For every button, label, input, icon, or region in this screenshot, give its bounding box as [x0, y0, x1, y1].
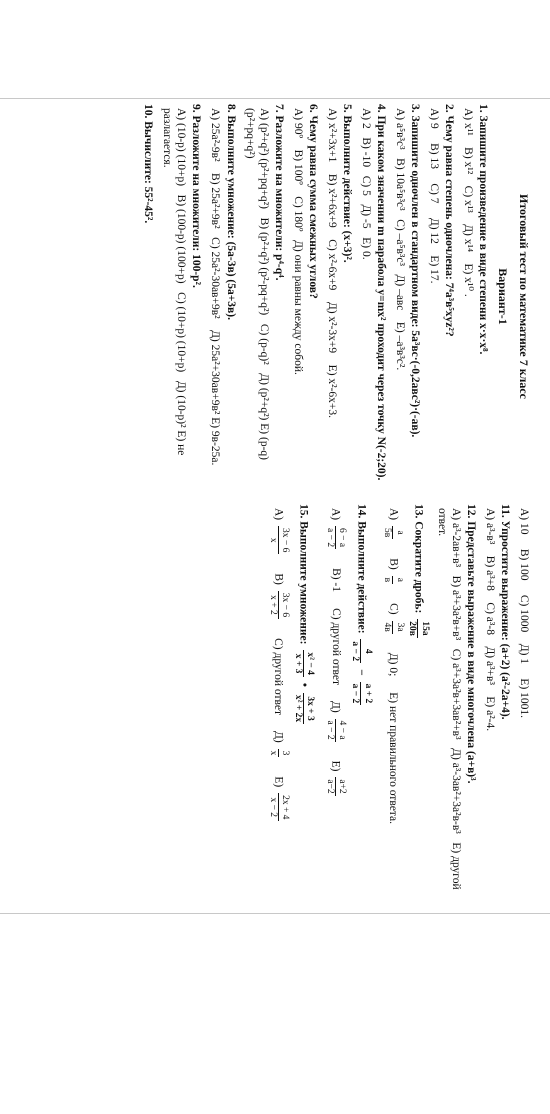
answer-option: [381, 558, 405, 587]
fraction-denominator: a − 2: [324, 528, 335, 548]
option-label: Е): [272, 776, 285, 788]
task-15-expression: [292, 647, 316, 727]
answer-option: [266, 776, 290, 824]
task-14-options: [323, 504, 347, 904]
fraction: [381, 576, 405, 585]
fraction-denominator: a−2: [324, 779, 335, 794]
fraction-denominator: a − 2: [350, 683, 361, 704]
answer-option: [271, 638, 285, 715]
task-7-options: А) (р²+q²) (р²+pq+q²) В) (р²+q²) (р²-pq+q²) С) (р-q)² Д) (р²+q²) Е) (р-q)(р²+pq+q²): [243, 108, 270, 460]
fraction: [266, 526, 290, 554]
option-label: Е): [329, 760, 342, 772]
option-label: С): [387, 603, 400, 615]
answer-option: [381, 603, 405, 637]
fraction: [291, 650, 315, 677]
fraction-numerator: 3x − 6: [278, 526, 291, 554]
task-10-question: 10. Вычислите: 55²-45².: [142, 104, 155, 224]
task-12-options: А) а³-2ав+в³ В) а³+3а²в+в³ С) а³+3а²в+3ав²+в³ Д) а³-3ав²+3а²в-в³ Е) другой ответ.: [435, 508, 462, 893]
answer-option: [266, 508, 290, 557]
fraction-denominator: 5в: [382, 528, 393, 538]
fraction: [348, 682, 372, 706]
right-column: [258, 504, 531, 904]
fraction-numerator: x² − 4: [303, 650, 316, 677]
option-label: В): [387, 558, 400, 570]
operator-sign: −: [354, 669, 367, 676]
fraction-numerator: 4 − a: [335, 719, 348, 742]
task-13-options: [381, 504, 405, 904]
fraction-numerator: a: [392, 526, 405, 539]
option-text: другой ответ: [272, 652, 285, 716]
fraction: [323, 777, 347, 795]
fraction: [291, 693, 315, 724]
answer-option: [323, 508, 347, 552]
option-text: -1: [329, 582, 342, 593]
fraction-denominator: x − 2: [267, 797, 278, 818]
answer-option: [381, 508, 405, 542]
fraction-denominator: x: [267, 537, 278, 543]
fraction-denominator: a − 2: [324, 720, 335, 740]
task-15-question: [291, 504, 315, 904]
option-text: другой ответ: [329, 622, 342, 685]
fraction-numerator: a: [392, 576, 405, 585]
task-list: [141, 104, 489, 489]
task-5-options: А) х²+3х+1 В) х²+6х+9 С) х²-6х+9 Д) х²-3х+9 Е) х²-6х+3.: [325, 108, 338, 419]
fraction: [381, 526, 405, 539]
fraction-denominator: x + 3: [292, 653, 303, 674]
task-13-fraction: [406, 619, 430, 638]
task-15-text: 15. Выполните умножение:: [297, 504, 310, 645]
task-12-question: 12. Представьте выражение в виде многочлена (а+в)³.: [464, 504, 477, 784]
answer-option: [323, 761, 347, 799]
task-13-question: [406, 504, 430, 904]
fraction: [381, 621, 405, 634]
option-label: Д): [387, 652, 400, 665]
answer-option: [329, 608, 343, 685]
bottom-divider: [0, 913, 550, 914]
fraction: [266, 749, 290, 758]
answer-option: [386, 692, 400, 824]
task-3-options: А) а⁵в³с³ В) 10а⁵в³с³ С) –а⁵в³с³ Д) –авс Е) –а³в³с².: [393, 108, 406, 371]
option-label: В): [272, 573, 285, 585]
fraction-numerator: 3: [278, 749, 291, 758]
task-9-options: А) (10-р) (10+р) В) (100-р) (100+р) С) (10+р) (10+р) Д) (10-р)² Е) не разлагается.: [161, 108, 188, 459]
task-14-expression: [350, 636, 373, 708]
task-10-options: А) 10 В) 100 С) 1000 Д) 1 Е) 1001.: [518, 508, 530, 719]
task-14-text: 14. Выполните действие:: [354, 504, 367, 634]
variant-heading: Вариант-1: [496, 268, 511, 325]
task-2-options: А) 9 В) 13 С) 7 Д) 12 Е) 17.: [427, 108, 440, 284]
task-6-question: 6. Чему равна сумма смежных углов?: [306, 104, 319, 299]
fraction: [266, 793, 290, 821]
option-label: С): [329, 608, 342, 620]
test-title: Итоговый тест по математике 7 класс: [517, 193, 531, 400]
answer-option: [386, 653, 400, 677]
task-6-options: А) 90º В) 100º С) 180º Д) они равны между собой.: [291, 108, 304, 375]
left-column: [140, 104, 531, 489]
task-5-question: 5. Выполните действие: (х+3)².: [340, 104, 353, 263]
task-9-question: 9. Разложите на множители: 100-р².: [190, 104, 203, 288]
task-11-options: А) а³-в³ В) а³+8 С) а³-8 Д) а³+в³ Е) а²-4.: [483, 508, 496, 732]
fraction-numerator: 4: [360, 639, 373, 663]
fraction-denominator: 20в: [407, 621, 418, 636]
answer-option: [323, 701, 347, 745]
option-label: А): [272, 508, 285, 521]
test-sheet: [11, 104, 531, 904]
option-label: Е): [387, 692, 400, 704]
fraction-denominator: 4в: [382, 622, 393, 632]
answer-option: [266, 573, 290, 622]
fraction-denominator: x + 2: [267, 595, 278, 615]
option-label: Д): [329, 700, 342, 713]
task-11-question: 11. Упростите выражение: (а+2) (а²-2а+4).: [498, 504, 511, 720]
fraction: [323, 526, 347, 549]
fraction-numerator: 3x + 3: [303, 693, 316, 724]
task-8-question: 8. Выполните умножение: (5а-3в) (5а+3в).: [224, 104, 237, 320]
option-text: 0;: [387, 667, 400, 677]
option-label: С): [272, 638, 285, 650]
fraction-numerator: a + 2: [360, 682, 373, 706]
task-15-options: [266, 504, 290, 904]
fraction-denominator: в: [382, 577, 393, 583]
task-4-options: А) 2 В) -10 С) 5 Д) -5 Е) 0.: [359, 108, 372, 260]
fraction: [323, 719, 347, 742]
fraction-numerator: a+2: [335, 777, 348, 795]
option-text: нет правильного ответа.: [387, 706, 400, 824]
fraction-denominator: x² + 2x: [292, 694, 303, 723]
answer-option: [266, 731, 290, 760]
task-14-question: [348, 504, 372, 904]
fraction-denominator: a − 2: [350, 641, 361, 662]
fraction-numerator: 3x − 6: [278, 591, 291, 619]
option-label: Д): [272, 731, 285, 743]
option-label: А): [329, 508, 342, 521]
fraction-numerator: 6 − a: [335, 526, 348, 549]
fraction: [348, 639, 372, 663]
operator-sign: •: [297, 682, 310, 687]
fraction-numerator: 15a: [417, 619, 430, 638]
task-2-question: 2. Чему равна степень одночлена: 7⁴a³в⁵xyz²?: [442, 104, 455, 337]
task-1-options: А) х¹¹ В) х¹² С) х¹³ Д) х¹⁴ Е) х¹⁰ .: [461, 108, 474, 297]
option-label: А): [387, 508, 400, 521]
task-4-question: 4. При каком значении m парабола у=mх² проходит через точку N(-2;20).: [374, 104, 387, 481]
task-7-question: 7. Разложите на множители: р⁴-q⁴.: [272, 104, 285, 281]
task-8-options: А) 25а²-9в² В) 25а²+9в² С) 25а²-30ав+9в² Д) 25а²+30ав+9в² Е) 9в-25а.: [209, 108, 222, 466]
option-label: В): [329, 568, 342, 580]
fraction-numerator: 2x + 4: [278, 793, 291, 821]
task-3-question: 3. Запишите одночлен в стандартном виде: 5a³вс·(-0,2авс²)·(-ав).: [408, 104, 421, 438]
top-divider: [0, 98, 550, 99]
fraction-numerator: 3a: [392, 621, 405, 634]
fraction: [266, 591, 290, 619]
fraction-denominator: x: [267, 750, 278, 756]
answer-option: [329, 568, 343, 592]
task-13-text: 13. Сократите дробь:: [412, 504, 425, 614]
task-1-question: 1. Запишите произведение в виде степени х·х·х⁸.: [476, 104, 489, 355]
